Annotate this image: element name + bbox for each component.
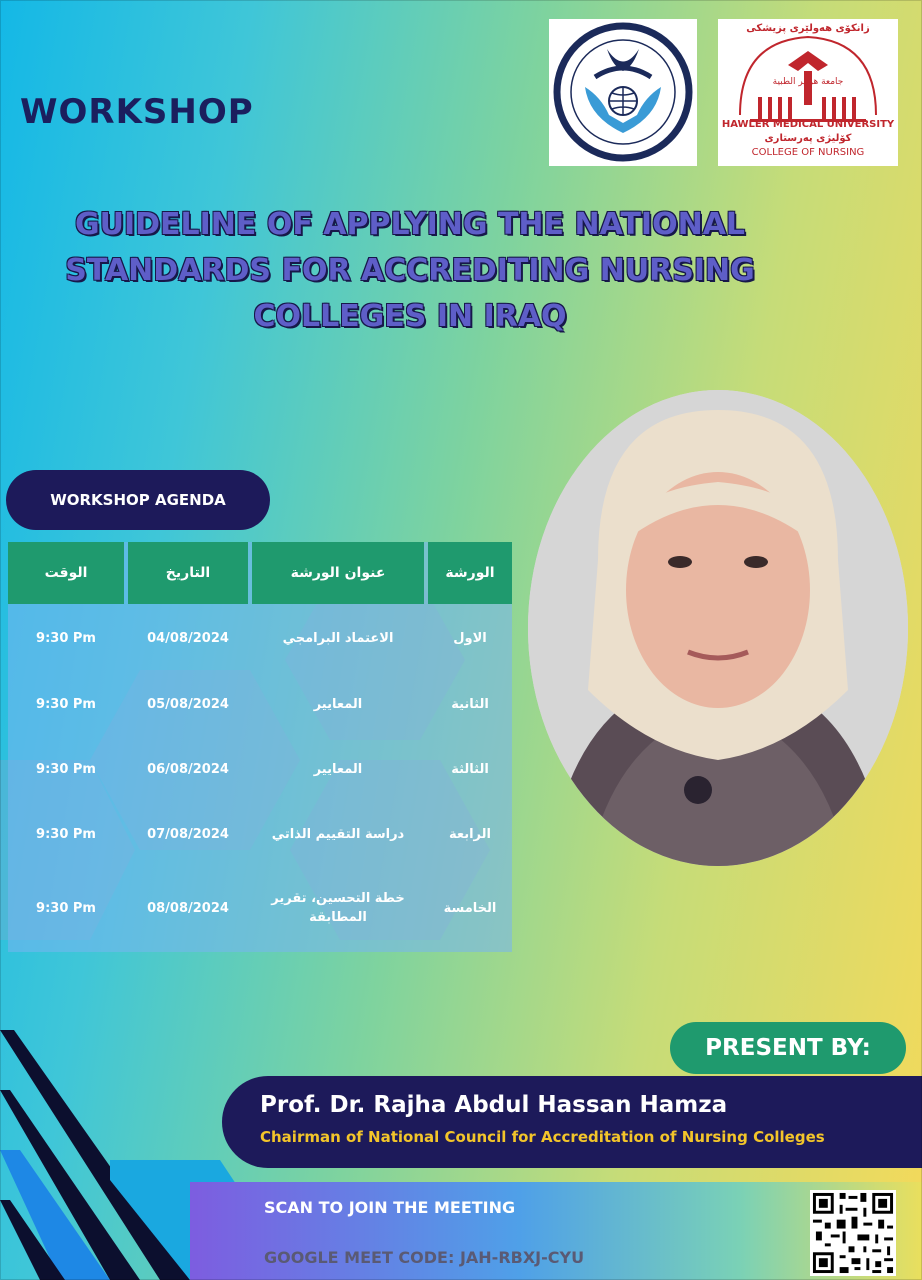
header-title: عنوان الورشة: [252, 542, 424, 604]
header-time: الوقت: [8, 542, 124, 604]
logo-arabic-text: جامعة هولير الطبية: [772, 77, 844, 87]
row1-date: 04/08/2024: [147, 630, 229, 646]
row1-title: الاعتماد البرامجي: [282, 630, 394, 646]
logo-kurdish-top-text: زانکۆی هەولێری پزیشکی: [746, 23, 870, 34]
row4-time: 9:30 Pm: [36, 826, 96, 842]
row5-date: 08/08/2024: [147, 900, 229, 916]
title-line-1: GUIDELINE OF APPLYING THE NATIONAL: [74, 207, 746, 242]
row3-date: 06/08/2024: [147, 761, 229, 777]
row5-title: خطة التحسين، تقرير المطابقة: [271, 891, 405, 925]
workshop-heading: WORKSHOP: [20, 92, 254, 132]
row4-date: 07/08/2024: [147, 826, 229, 842]
row4-title: دراسة التقييم الذاتي: [271, 826, 405, 842]
present-by-label: PRESENT BY:: [670, 1022, 906, 1074]
presenter-name: Prof. Dr. Rajha Abdul Hassan Hamza: [260, 1092, 728, 1118]
logo-university-text: HAWLER MEDICAL UNIVERSITY: [721, 119, 895, 130]
row5-time: 9:30 Pm: [36, 900, 96, 916]
row4-workshop: الرابعة: [449, 826, 491, 842]
scan-instruction: SCAN TO JOIN THE MEETING: [264, 1198, 516, 1217]
title-line-3: COLLEGES IN IRAQ: [253, 299, 567, 334]
row3-workshop: الثالثة: [451, 761, 489, 777]
title-line-2: STANDARDS FOR ACCREDITING NURSING: [65, 253, 755, 288]
row3-time: 9:30 Pm: [36, 761, 96, 777]
google-meet-code: GOOGLE MEET CODE: JAH-RBXJ-CYU: [264, 1248, 585, 1267]
row1-time: 9:30 Pm: [36, 630, 96, 646]
logo-kurdish-college-text: کۆلیژی پەرستاری: [764, 133, 852, 144]
presenter-role: Chairman of National Council for Accreditation of Nursing Colleges: [260, 1128, 825, 1146]
row5-workshop: الخامسة: [443, 900, 497, 916]
header-date: التاريخ: [128, 542, 248, 604]
row3-title: المعايير: [313, 761, 363, 777]
row2-title: المعايير: [313, 696, 363, 712]
row2-workshop: الثانية: [451, 696, 489, 712]
workshop-agenda-label: WORKSHOP AGENDA: [6, 470, 270, 530]
header-workshop: الورشة: [428, 542, 512, 604]
row2-time: 9:30 Pm: [36, 696, 96, 712]
row1-workshop: الاول: [453, 630, 487, 646]
row2-date: 05/08/2024: [147, 696, 229, 712]
logo-college-text: COLLEGE OF NURSING: [751, 147, 865, 158]
